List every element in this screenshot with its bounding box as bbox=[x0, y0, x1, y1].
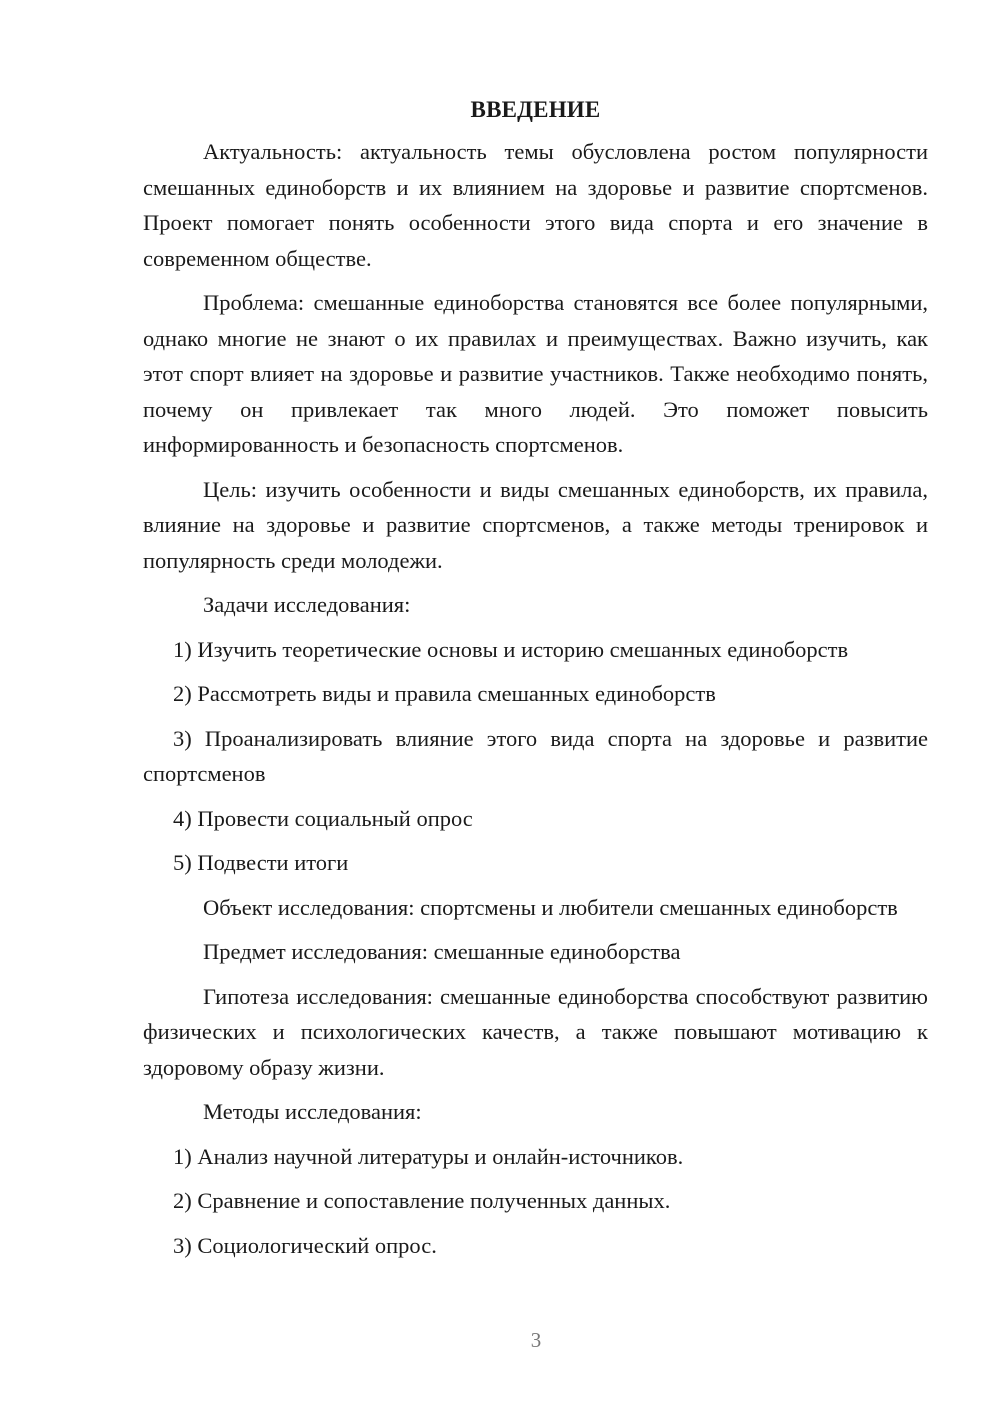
method-item-2: 2) Сравнение и сопоставление полученных данных. bbox=[173, 1188, 671, 1213]
problem-paragraph: Проблема: смешанные единоборства становятся все более популярными, однако многие не знают о их правилах и преимуществах. Важно изучить, как этот спорт влияет на здоровье и развитие участников. Также необходимо понять, почему он привлекает так много людей. Это поможет повысить информированность и безопасность спортсменов. bbox=[143, 290, 928, 457]
subject-paragraph: Предмет исследования: смешанные единоборства bbox=[203, 939, 681, 964]
task-item-5: 5) Подвести итоги bbox=[173, 850, 349, 875]
task-item-4: 4) Провести социальный опрос bbox=[173, 805, 473, 831]
hypothesis-paragraph: Гипотеза исследования: смешанные единоборства способствуют развитию физических и психологических качеств, а также повышают мотивацию к здоровому образу жизни. bbox=[143, 983, 928, 1080]
task-item-1: 1) Изучить теоретические основы и историю смешанных единоборств bbox=[173, 636, 849, 662]
object-paragraph: Объект исследования: спортсмены и любители смешанных единоборств bbox=[203, 894, 898, 920]
tasks-title: Задачи исследования: bbox=[203, 592, 411, 617]
document-page bbox=[143, 92, 928, 1263]
goal-paragraph: Цель: изучить особенности и виды смешанных единоборств, их правила, влияние на здоровье и развитие спортсменов, а также методы тренировок и популярность среди молодежи. bbox=[143, 476, 928, 573]
methods-title: Методы исследования: bbox=[203, 1099, 422, 1124]
method-item-1: 1) Анализ научной литературы и онлайн-источников. bbox=[173, 1143, 684, 1169]
task-item-2: 2) Рассмотреть виды и правила смешанных единоборств bbox=[173, 681, 716, 706]
section-heading: ВВЕДЕНИЕ bbox=[470, 97, 601, 122]
relevance-paragraph: Актуальность: актуальность темы обусловлена ростом популярности смешанных единоборств и их влиянием на здоровье и развитие спортсменов. Проект помогает понять особенности этого вида спорта и его значение в современном обществе. bbox=[143, 139, 928, 271]
method-item-3: 3) Социологический опрос. bbox=[173, 1232, 437, 1258]
page-number: 3 bbox=[530, 1328, 542, 1352]
task-item-3: 3) Проанализировать влияние этого вида спорта на здоровье и развитие спортсменов bbox=[143, 725, 928, 786]
